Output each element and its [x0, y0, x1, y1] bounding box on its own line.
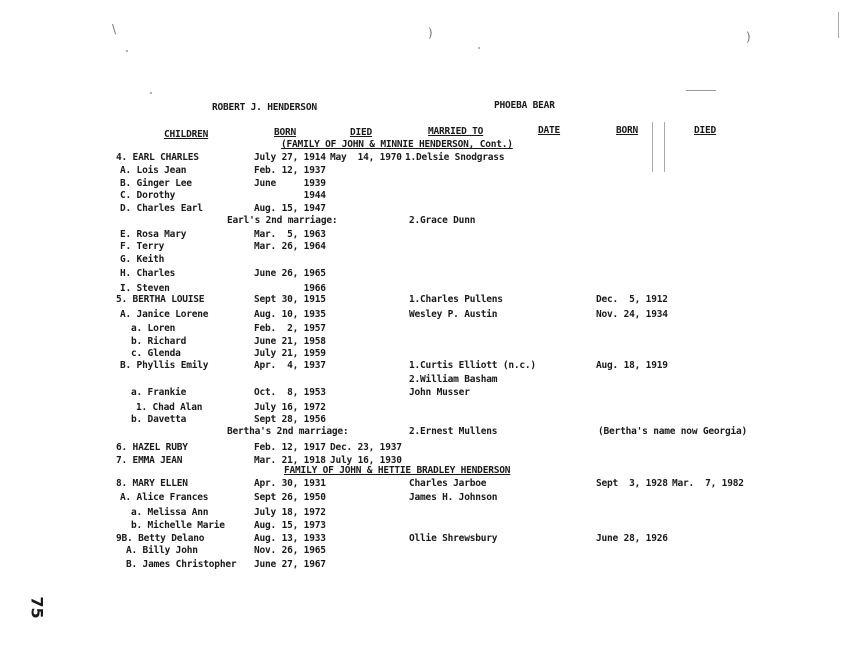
scan-dot [478, 47, 480, 49]
born-date: Apr. 4, 1937 [254, 360, 326, 371]
spouse-name: 2.Ernest Mullens [409, 426, 498, 437]
born-date: June 27, 1967 [254, 559, 326, 570]
spouse-name: 1.Charles Pullens [409, 294, 503, 305]
born-date: Nov. 26, 1965 [254, 545, 326, 556]
born-date: 1944 [254, 190, 326, 201]
child-name: a. Loren [131, 323, 176, 334]
scan-dot [150, 92, 152, 94]
born-date: Sept 30, 1915 [254, 294, 326, 305]
child-name: B. James Christopher [126, 559, 237, 570]
col-died: DIED [350, 127, 373, 138]
child-name: A. Janice Lorene [120, 309, 209, 320]
section2-title: FAMILY OF JOHN & HETTIE BRADLEY HENDERSON [284, 465, 511, 476]
scan-mark: ) [746, 30, 751, 44]
spouse-born: June 28, 1926 [596, 533, 668, 544]
spouse-name: John Musser [409, 387, 470, 398]
child-name: E. Rosa Mary [120, 229, 187, 240]
col-born-spouse: BORN [616, 125, 639, 136]
born-date: Mar. 26, 1964 [254, 241, 326, 252]
born-date: Mar. 21, 1918 [254, 455, 326, 466]
col-married-to: MARRIED TO [428, 126, 484, 137]
spouse-name: 1.Curtis Elliott (n.c.) [409, 360, 536, 371]
spouse-name: James H. Johnson [409, 492, 498, 503]
scan-line [686, 90, 716, 91]
born-date: June 1939 [254, 178, 326, 189]
child-name: a. Melissa Ann [131, 507, 209, 518]
scan-line [652, 122, 653, 172]
col-date: DATE [538, 125, 561, 136]
col-died-spouse: DIED [694, 125, 717, 136]
child-name: 5. BERTHA LOUISE [116, 294, 205, 305]
born-date: 1966 [254, 283, 326, 294]
born-date: Aug. 13, 1933 [254, 533, 326, 544]
col-children: CHILDREN [164, 129, 209, 140]
section1-title: (FAMILY OF JOHN & MINNIE HENDERSON, Cont.) [281, 139, 513, 150]
born-date: Sept 26, 1950 [254, 492, 326, 503]
child-name: B. Ginger Lee [120, 178, 192, 189]
spouse-born: Dec. 5, 1912 [596, 294, 668, 305]
spouse-name: 2.Grace Dunn [409, 215, 476, 226]
child-name: H. Charles [120, 268, 176, 279]
child-name: A. Alice Frances [120, 492, 209, 503]
child-name: 8. MARY ELLEN [116, 478, 188, 489]
child-name: a. Frankie [131, 387, 187, 398]
born-date: Aug. 10, 1935 [254, 309, 326, 320]
child-name: b. Davetta [131, 414, 187, 425]
born-date: Aug. 15, 1947 [254, 203, 326, 214]
born-date: June 26, 1965 [254, 268, 326, 279]
scan-mark: ) [428, 26, 433, 40]
scan-line [838, 12, 839, 38]
child-name: A. Billy John [126, 545, 198, 556]
born-date: Feb. 12, 1917 [254, 442, 326, 453]
born-date: July 16, 1972 [254, 402, 326, 413]
col-born: BORN [274, 127, 297, 138]
marriage-note: Earl's 2nd marriage: [227, 215, 338, 226]
child-name: b. Michelle Marie [131, 520, 225, 531]
child-name: G. Keith [120, 254, 165, 265]
spouse-died: Mar. 7, 1982 [672, 478, 744, 489]
born-date: Feb. 12, 1937 [254, 165, 326, 176]
child-name: b. Richard [131, 336, 187, 347]
page-number: 75 [27, 596, 47, 619]
child-name: 6. HAZEL RUBY [116, 442, 188, 453]
died-date: May 14, 1970 [330, 152, 402, 163]
marriage-note: Bertha's 2nd marriage: [227, 426, 349, 437]
child-name: 4. EARL CHARLES [116, 152, 199, 163]
child-name: C. Dorothy [120, 190, 176, 201]
child-name: F. Terry [120, 241, 165, 252]
spouse-born: Sept 3, 1928 [596, 478, 668, 489]
child-name: 7. EMMA JEAN [116, 455, 183, 466]
born-date: June 21, 1958 [254, 336, 326, 347]
born-date: Apr. 30, 1931 [254, 478, 326, 489]
scan-line [664, 122, 665, 172]
spouse-name: 1.Delsie Snodgrass [405, 152, 505, 163]
child-name: A. Lois Jean [120, 165, 187, 176]
born-date: Sept 28, 1956 [254, 414, 326, 425]
spouse-name: Wesley P. Austin [409, 309, 498, 320]
spouse-name: 2.William Basham [409, 374, 498, 385]
spouse-name: Charles Jarboe [409, 478, 487, 489]
child-name: I. Steven [120, 283, 170, 294]
child-name: 9B. Betty Delano [116, 533, 205, 544]
header-person1: ROBERT J. HENDERSON [212, 102, 317, 113]
child-name: B. Phyllis Emily [120, 360, 209, 371]
spouse-born: Nov. 24, 1934 [596, 309, 668, 320]
child-name: c. Glenda [131, 348, 181, 359]
born-date: July 18, 1972 [254, 507, 326, 518]
scan-dot [126, 50, 128, 52]
spouse-born: Aug. 18, 1919 [596, 360, 668, 371]
born-date: Mar. 5, 1963 [254, 229, 326, 240]
scan-mark: \ [112, 22, 117, 36]
spouse-born: (Bertha's name now Georgia) [598, 426, 748, 437]
child-name: D. Charles Earl [120, 203, 203, 214]
born-date: Oct. 8, 1953 [254, 387, 326, 398]
spouse-name: Ollie Shrewsbury [409, 533, 498, 544]
born-date: Feb. 2, 1957 [254, 323, 326, 334]
died-date: July 16, 1930 [330, 455, 402, 466]
child-name: 1. Chad Alan [136, 402, 203, 413]
born-date: July 21, 1959 [254, 348, 326, 359]
born-date: July 27, 1914 [254, 152, 326, 163]
born-date: Aug. 15, 1973 [254, 520, 326, 531]
header-person2: PHOEBA BEAR [494, 100, 555, 111]
died-date: Dec. 23, 1937 [330, 442, 402, 453]
